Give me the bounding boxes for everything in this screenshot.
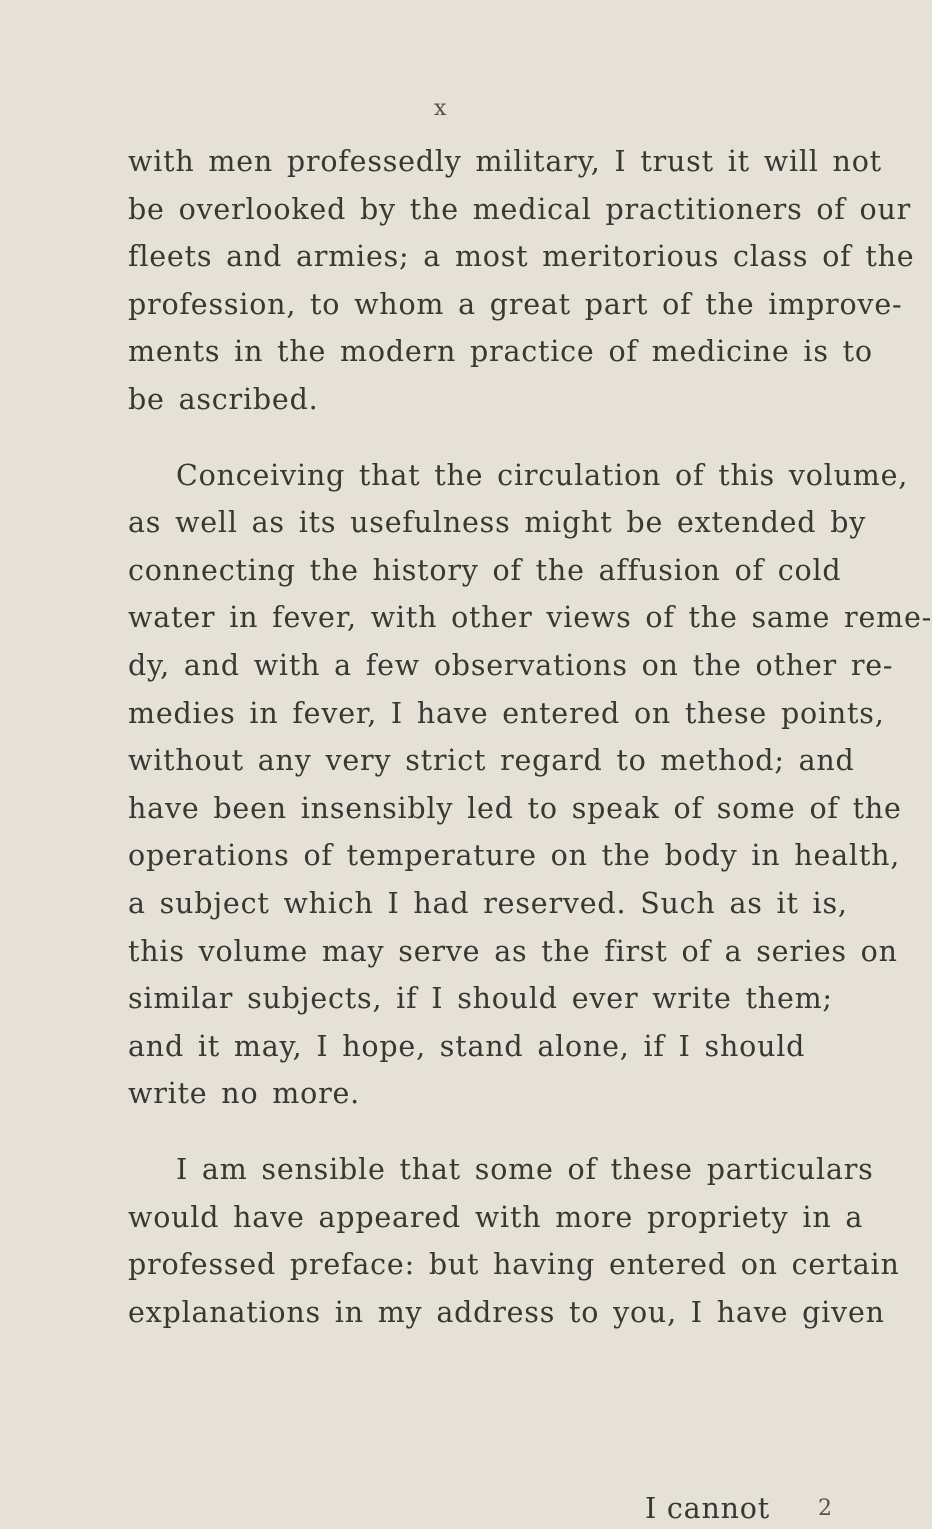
text-line: I am sensible that some of these particulars [176, 1153, 874, 1186]
text-line: ments in the modern practice of medicine is to [128, 335, 873, 368]
text-line: fleets and armies; a most meritorious class of the [128, 240, 915, 273]
text-line: write no more. [128, 1077, 361, 1110]
text-line: have been insensibly led to speak of some of the [128, 792, 902, 825]
text-line: medies in fever, I have entered on these points, [128, 697, 885, 730]
header-mark: x [434, 96, 447, 121]
text-line: connecting the history of the affusion of cold [128, 554, 842, 587]
text-line: with men professedly military, I trust it will not [128, 145, 882, 178]
text-line: professed preface: but having entered on certain [128, 1248, 900, 1281]
text-line: dy, and with a few observations on the other re- [128, 649, 894, 682]
catchword: I cannot [645, 1492, 770, 1525]
text-line: operations of temperature on the body in health, [128, 839, 901, 872]
text-line: explanations in my address to you, I have given [128, 1296, 885, 1329]
text-line: be ascribed. [128, 383, 319, 416]
text-line: similar subjects, if I should ever write them; [128, 982, 833, 1015]
text-line: profession, to whom a great part of the improve- [128, 288, 903, 321]
signature-mark: 2 [818, 1496, 832, 1521]
page-footer [128, 1489, 832, 1529]
text-line: would have appeared with more propriety in a [128, 1201, 864, 1234]
text-line: and it may, I hope, stand alone, if I should [128, 1030, 806, 1063]
text-line: as well as its usefulness might be extended by [128, 506, 867, 539]
text-line: Conceiving that the circulation of this volume, [176, 459, 909, 492]
text-line: without any very strict regard to method; and [128, 744, 855, 777]
text-line: be overlooked by the medical practitioners of our [128, 193, 912, 226]
text-line: water in fever, with other views of the same reme- [128, 601, 932, 634]
text-line: a subject which I had reserved. Such as it is, [128, 887, 848, 920]
text-line: this volume may serve as the first of a series on [128, 935, 898, 968]
